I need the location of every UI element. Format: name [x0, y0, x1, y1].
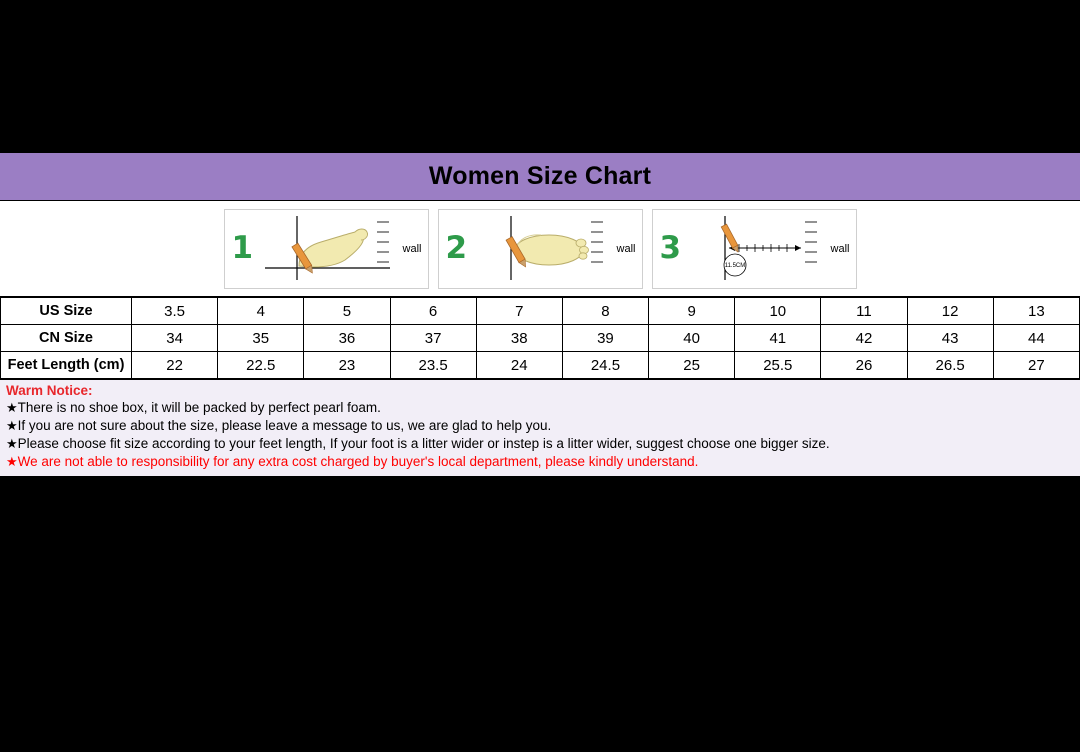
cell-cn-10: 44 — [993, 325, 1079, 352]
cell-len-6: 25 — [649, 352, 735, 379]
cell-us-10: 13 — [993, 298, 1079, 325]
notice-line-3 — [4, 435, 1076, 453]
notice-line-3-text: Please choose fit size according to your feet length, If your foot is a litter wider or instep is a litter wider, suggest choose one bigger size. — [17, 436, 830, 451]
cell-us-2: 5 — [304, 298, 390, 325]
svg-text:11.5CM: 11.5CM — [724, 262, 745, 269]
step-number-2: 2 — [445, 230, 468, 266]
wall-label-3: wall — [830, 242, 850, 255]
notice-line-4 — [4, 453, 1076, 471]
measure-step-3 — [652, 209, 857, 289]
star-icon: ★ — [6, 454, 18, 469]
star-icon: ★ — [6, 400, 18, 415]
cell-len-10: 27 — [993, 352, 1079, 379]
cell-cn-6: 40 — [649, 325, 735, 352]
notice-line-2-text: If you are not sure about the size, please leave a message to us, we are glad to help you. — [17, 418, 552, 433]
notice-line-1 — [4, 399, 1076, 417]
table-row-cn-size — [1, 325, 1080, 352]
cell-us-4: 7 — [476, 298, 562, 325]
cell-cn-9: 43 — [907, 325, 993, 352]
step-number-1: 1 — [231, 230, 254, 266]
wall-label-2: wall — [616, 242, 636, 255]
chart-title-banner — [0, 153, 1080, 201]
notice-line-1-text: There is no shoe box, it will be packed by perfect pearl foam. — [17, 400, 381, 415]
row-header-cn-size: CN Size — [1, 325, 132, 352]
notice-line-2 — [4, 417, 1076, 435]
foot-side-view-icon — [255, 210, 395, 290]
notice-line-4-text: We are not able to responsibility for any extra cost charged by buyer's local department, please kindly understand. — [17, 454, 699, 469]
table-row-us-size — [1, 298, 1080, 325]
row-header-feet-length: Feet Length (cm) — [1, 352, 132, 379]
ruler-measure-icon — [683, 210, 823, 290]
cell-cn-7: 41 — [735, 325, 821, 352]
cell-len-0: 22 — [132, 352, 218, 379]
measure-step-2 — [438, 209, 643, 289]
cell-us-7: 10 — [735, 298, 821, 325]
step-number-3: 3 — [659, 230, 682, 266]
measure-step-1 — [224, 209, 429, 289]
cell-len-9: 26.5 — [907, 352, 993, 379]
cell-cn-8: 42 — [821, 325, 907, 352]
star-icon: ★ — [6, 418, 18, 433]
cell-us-5: 8 — [562, 298, 648, 325]
cell-len-2: 23 — [304, 352, 390, 379]
cell-cn-3: 37 — [390, 325, 476, 352]
cell-len-3: 23.5 — [390, 352, 476, 379]
cell-len-7: 25.5 — [735, 352, 821, 379]
measure-instructions-row — [0, 201, 1080, 297]
cell-len-5: 24.5 — [562, 352, 648, 379]
row-header-us-size: US Size — [1, 298, 132, 325]
cell-cn-1: 35 — [218, 325, 304, 352]
cell-us-9: 12 — [907, 298, 993, 325]
cell-cn-0: 34 — [132, 325, 218, 352]
cell-len-8: 26 — [821, 352, 907, 379]
notice-title: Warm Notice: — [6, 383, 93, 398]
cell-cn-5: 39 — [562, 325, 648, 352]
table-row-feet-length — [1, 352, 1080, 379]
star-icon: ★ — [6, 436, 18, 451]
size-chart-card — [0, 152, 1080, 477]
cell-us-8: 11 — [821, 298, 907, 325]
cell-us-0: 3.5 — [132, 298, 218, 325]
cell-len-4: 24 — [476, 352, 562, 379]
cell-cn-4: 38 — [476, 325, 562, 352]
wall-label-1: wall — [402, 242, 422, 255]
size-table — [0, 297, 1080, 379]
cell-cn-2: 36 — [304, 325, 390, 352]
foot-top-view-icon — [469, 210, 609, 290]
warm-notice-block — [0, 379, 1080, 476]
cell-us-3: 6 — [390, 298, 476, 325]
page-title: Women Size Chart — [428, 162, 652, 190]
cell-us-1: 4 — [218, 298, 304, 325]
cell-len-1: 22.5 — [218, 352, 304, 379]
cell-us-6: 9 — [649, 298, 735, 325]
